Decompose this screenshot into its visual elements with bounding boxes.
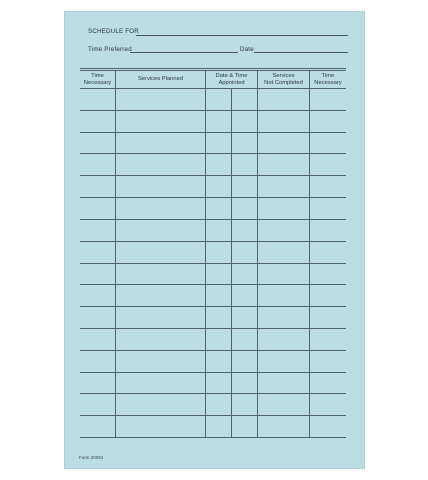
time-preferred-line[interactable] (130, 52, 238, 53)
col-separator (257, 70, 258, 437)
schedule-for-line[interactable] (136, 35, 348, 36)
table-row[interactable] (80, 437, 346, 438)
table-row[interactable] (80, 263, 346, 264)
table-row[interactable] (80, 110, 346, 111)
table-row[interactable] (80, 132, 346, 133)
col-header-line1: Time (321, 73, 335, 79)
col-header-services-planned (116, 76, 205, 83)
table-row[interactable] (80, 372, 346, 373)
table-row[interactable] (80, 350, 346, 351)
header-bottom-rule (80, 88, 346, 89)
col-header-line2: Necessary (83, 79, 112, 86)
col-header-time-necessary (80, 73, 115, 86)
time-preferred-label: Time Preferred (88, 46, 132, 53)
table-row[interactable] (80, 393, 346, 394)
table-row[interactable] (80, 284, 346, 285)
col-header-line1: Date & Time (215, 73, 248, 79)
col-header-line1: Services (272, 73, 295, 79)
col-header-line2: Necessary (314, 79, 342, 86)
col-separator (205, 70, 206, 437)
col-header-line1: Services Planned (137, 76, 184, 82)
form-number: Form 20084 (79, 455, 104, 460)
table-top-rule (80, 68, 346, 69)
table-row[interactable] (80, 415, 346, 416)
date-label: Date (240, 46, 254, 53)
table-row[interactable] (80, 197, 346, 198)
col-header-line2: Appointed (218, 79, 245, 86)
table-row[interactable] (80, 306, 346, 307)
table-row[interactable] (80, 241, 346, 242)
col-separator (309, 70, 310, 437)
table-row[interactable] (80, 175, 346, 176)
date-time-split-line (231, 88, 232, 437)
col-header-services-not-completed (258, 73, 309, 86)
date-line[interactable] (254, 52, 348, 53)
table-row[interactable] (80, 328, 346, 329)
col-header-line1: Time (91, 73, 104, 79)
col-header-line2: Not Completed (264, 79, 303, 86)
table-row[interactable] (80, 153, 346, 154)
table-row[interactable] (80, 219, 346, 220)
col-header-time-necessary-2 (310, 73, 346, 86)
col-separator (115, 70, 116, 437)
table-top-rule-inner (80, 70, 346, 71)
schedule-form-card (64, 11, 365, 469)
schedule-for-label: SCHEDULE FOR (88, 28, 139, 35)
col-header-date-time-appointed (206, 73, 257, 86)
